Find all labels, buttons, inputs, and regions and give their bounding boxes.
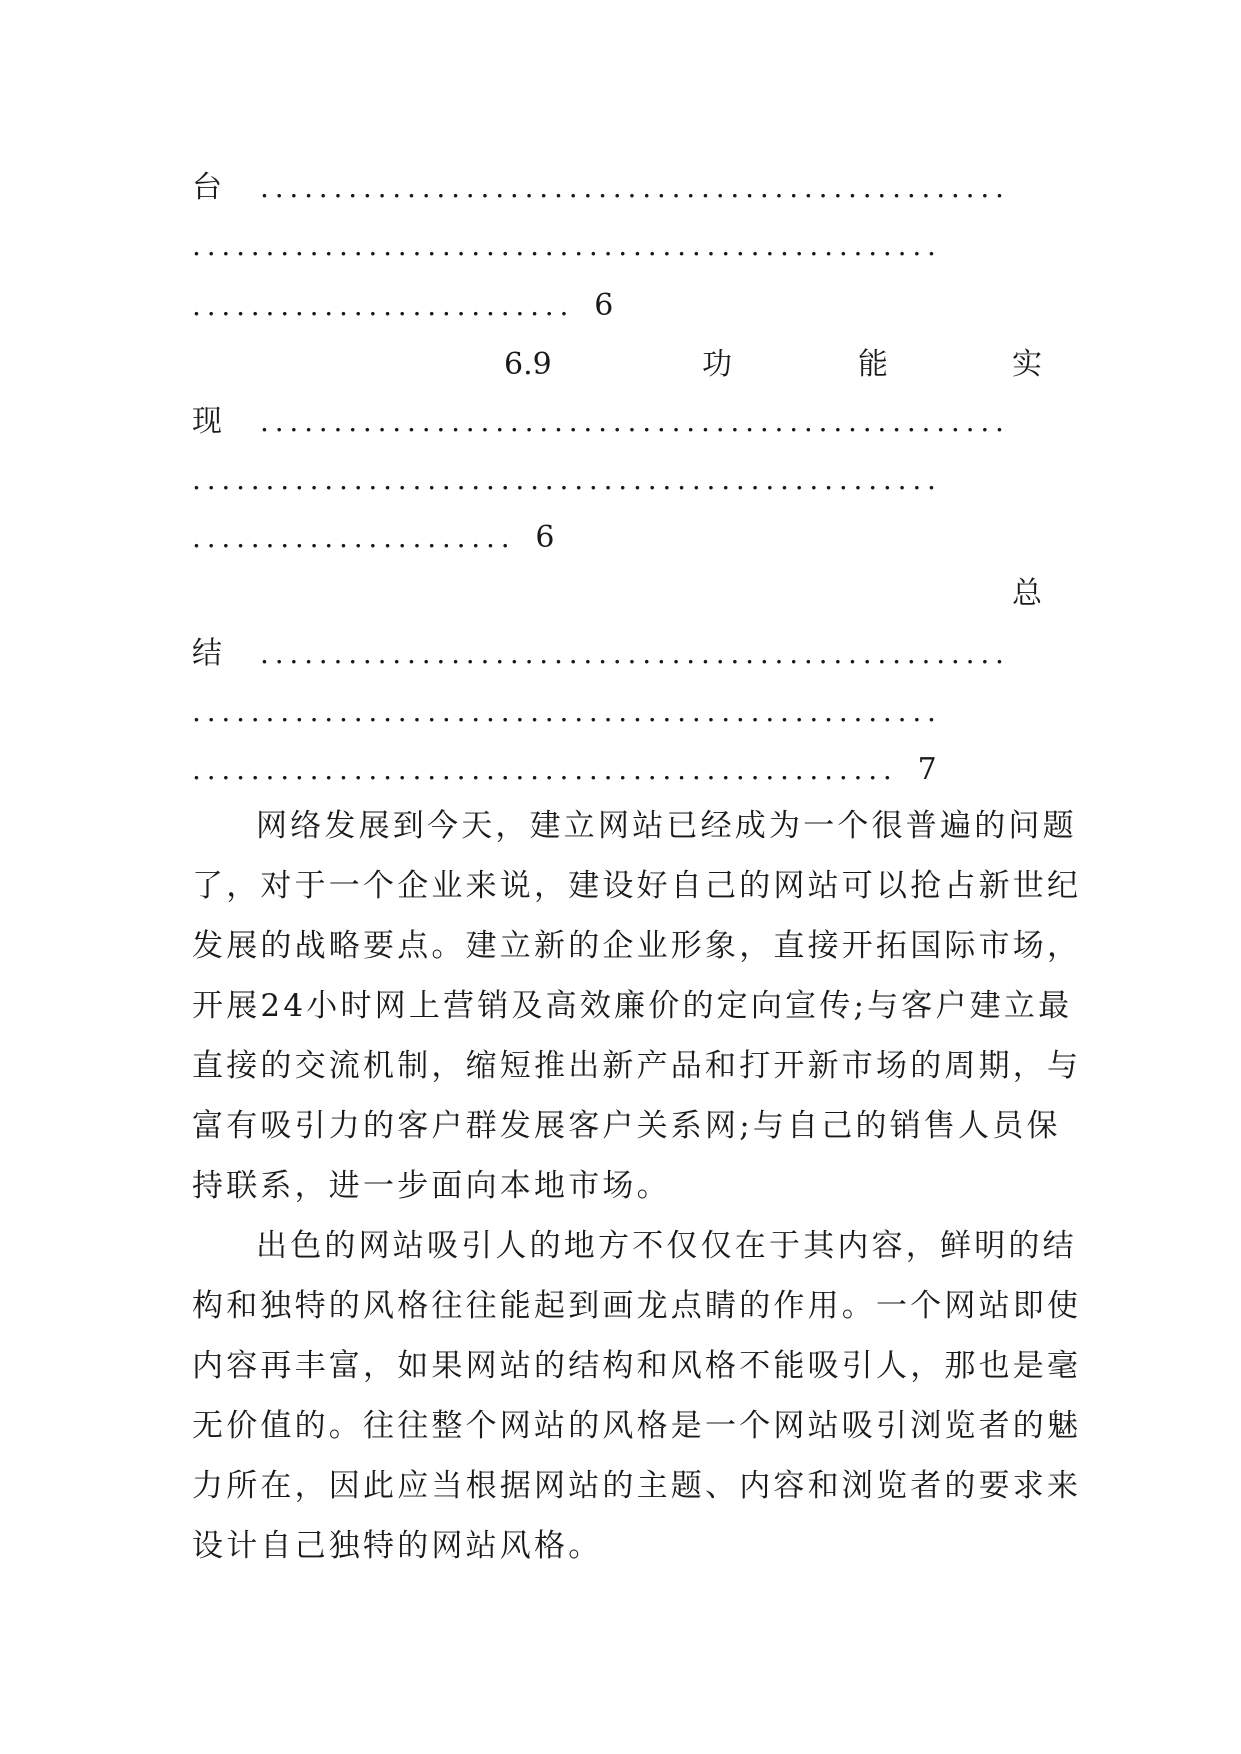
toc-entry-2-char-2: 能 <box>858 347 888 382</box>
toc-entry-2-page: 6 <box>535 520 555 555</box>
paragraph-1-line-3: 发展的战略要点。建立新的企业形象，直接开拓国际市场， <box>192 928 1082 964</box>
toc-entry-3-line-1 <box>192 634 1010 674</box>
toc-entry-1-line-3 <box>192 286 613 326</box>
paragraph-2-line-1: 出色的网站吸引人的地方不仅仅在于其内容，鲜明的结 <box>256 1228 1077 1264</box>
toc-entry-3-line-2 <box>192 692 942 732</box>
dot-leader: ................................................... <box>260 637 1010 670</box>
toc-entry-3-title-start: 总 <box>1012 576 1042 611</box>
dot-leader: ................................................... <box>260 171 1010 204</box>
toc-entry-2-line-1 <box>192 402 1010 442</box>
toc-entry-2-number: 6.9 <box>504 347 552 382</box>
dot-leader: ................................................... <box>192 695 942 728</box>
toc-entry-2-line-2 <box>192 460 942 500</box>
paragraph-2-line-3: 内容再丰富，如果网站的结构和风格不能吸引人，那也是毫 <box>192 1348 1082 1384</box>
paragraph-1-line-1: 网络发展到今天，建立网站已经成为一个很普遍的问题 <box>256 808 1077 844</box>
paragraph-1-line-2: 了，对于一个企业来说，建设好自己的网站可以抢占新世纪 <box>192 868 1082 904</box>
toc-entry-2-char-1: 功 <box>702 347 732 382</box>
paragraph-2-line-2: 构和独特的风格往往能起到画龙点睛的作用。一个网站即使 <box>192 1288 1082 1324</box>
dot-leader: .......................... <box>192 289 575 322</box>
dot-leader: ................................................ <box>192 753 898 786</box>
paragraph-2-line-5: 力所在，因此应当根据网站的主题、内容和浏览者的要求来 <box>192 1468 1082 1504</box>
paragraph-2-line-6: 设计自己独特的网站风格。 <box>192 1528 603 1564</box>
dot-leader: ................................................... <box>260 405 1010 438</box>
paragraph-1-line-6: 富有吸引力的客户群发展客户关系网;与自己的销售人员保 <box>192 1108 1061 1144</box>
toc-entry-3-page: 7 <box>917 752 937 787</box>
toc-entry-3-line-3 <box>192 750 937 790</box>
paragraph-1-line-4: 开展24小时网上营销及高效廉价的定向宣传;与客户建立最 <box>192 988 1073 1024</box>
toc-entry-1-line-2 <box>192 226 942 266</box>
toc-entry-2-heading <box>192 345 1052 385</box>
toc-entry-3-title-end: 结 <box>192 636 222 671</box>
toc-entry-2-char-3: 实 <box>1012 347 1042 382</box>
dot-leader: ................................................... <box>192 463 942 496</box>
toc-entry-1-line-1 <box>192 168 1010 208</box>
toc-entry-2-line-3 <box>192 518 555 558</box>
toc-entry-2-title-end: 现 <box>192 404 222 439</box>
dot-leader: ...................... <box>192 521 516 554</box>
dot-leader: ................................................... <box>192 229 942 262</box>
paragraph-2-line-4: 无价值的。往往整个网站的风格是一个网站吸引浏览者的魅 <box>192 1408 1082 1444</box>
paragraph-1-line-5: 直接的交流机制，缩短推出新产品和打开新市场的周期，与 <box>192 1048 1082 1084</box>
toc-entry-1-title: 台 <box>192 170 222 205</box>
toc-entry-1-page: 6 <box>594 288 614 323</box>
paragraph-1-line-7: 持联系，进一步面向本地市场。 <box>192 1168 671 1204</box>
